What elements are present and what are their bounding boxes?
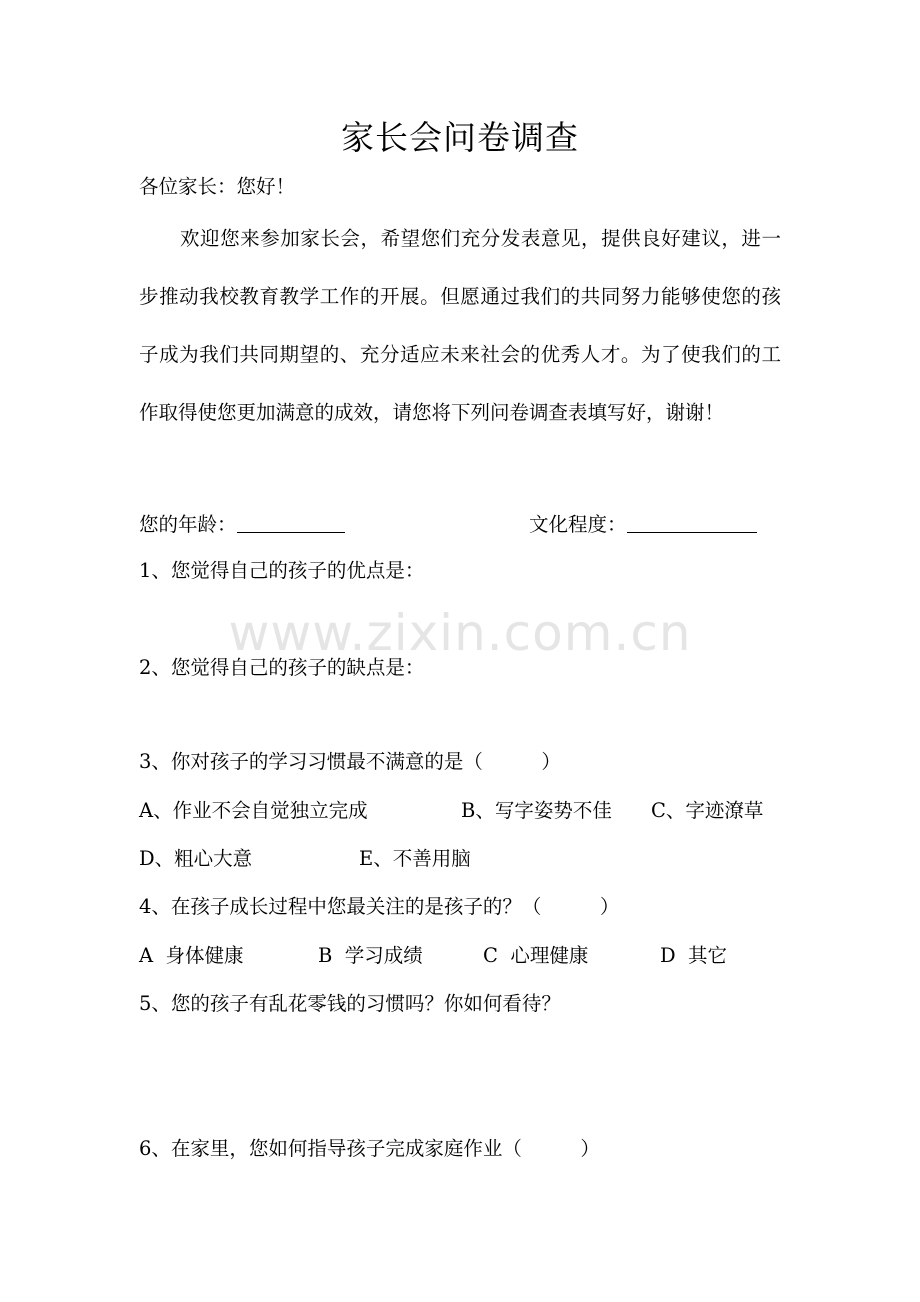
education-blank[interactable] xyxy=(627,512,757,533)
education-field xyxy=(529,512,757,535)
q4-option-a: A 身体健康 xyxy=(139,944,244,967)
page-title: 家长会问卷调查 xyxy=(341,118,579,157)
q4-option-d: D 其它 xyxy=(660,944,728,967)
age-blank[interactable] xyxy=(237,512,345,533)
q3-option-c: C、字迹潦草 xyxy=(651,799,764,822)
q3-option-d: D、粗心大意 xyxy=(139,847,253,870)
q3-option-b: B、写字姿势不佳 xyxy=(461,799,612,822)
watermark: www.zixin.com.cn xyxy=(228,604,692,662)
q4-option-c: C 心理健康 xyxy=(483,944,589,967)
education-label: 文化程度： xyxy=(529,513,627,536)
q3-option-a: A、作业不会自觉独立完成 xyxy=(139,799,368,822)
age-label: 您的年龄： xyxy=(139,513,237,536)
question-4: 4、在孩子成长过程中您最关注的是孩子的？（ ） xyxy=(139,895,620,918)
question-3: 3、你对孩子的学习习惯最不满意的是（ ） xyxy=(139,750,561,773)
question-5: 5、您的孩子有乱花零钱的习惯吗？你如何看待？ xyxy=(139,992,561,1015)
age-field xyxy=(139,512,345,535)
question-1: 1、您觉得自己的孩子的优点是： xyxy=(139,559,425,582)
q3-option-e: E、不善用脑 xyxy=(359,847,471,870)
greeting: 各位家长：您好！ xyxy=(139,175,296,198)
question-2: 2、您觉得自己的孩子的缺点是： xyxy=(139,656,425,679)
intro-paragraph: 欢迎您来参加家长会，希望您们充分发表意见，提供良好建议，进一步推动我校教育教学工作的开展。但愿通过我们的共同努力能够使您的孩子成为我们共同期望的、充分适应未来社会的优秀人才。为了使我们的工作取得使您更加满意的成效，请您将下列问卷调查表填写好，谢谢！ xyxy=(139,227,781,424)
q4-option-b: B 学习成绩 xyxy=(318,944,423,967)
question-6: 6、在家里，您如何指导孩子完成家庭作业（ ） xyxy=(139,1137,600,1160)
